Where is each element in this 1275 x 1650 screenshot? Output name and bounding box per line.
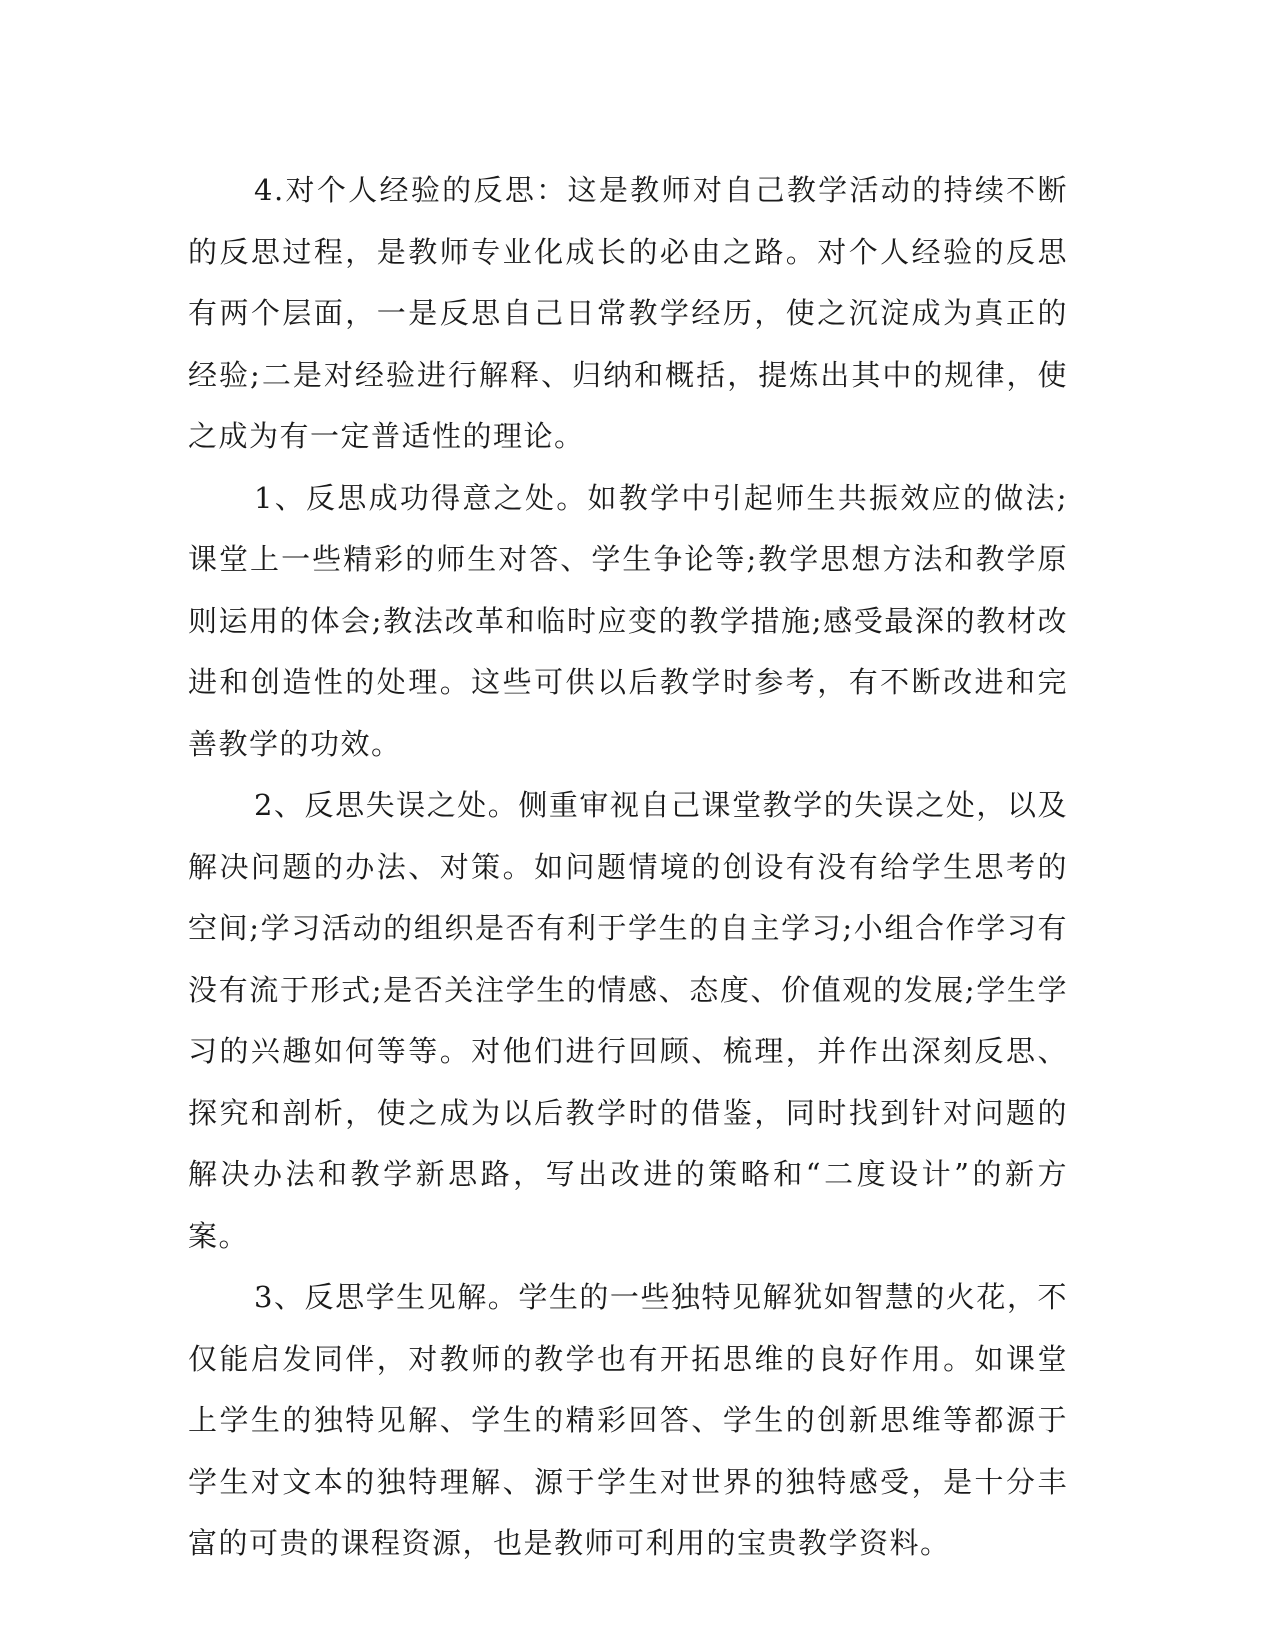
document-body <box>188 160 1068 1575</box>
paragraph-reflect-mistakes: 2、反思失误之处。侧重审视自己课堂教学的失误之处，以及解决问题的办法、对策。如问题情境的创设有没有给学生思考的空间;学习活动的组织是否有利于学生的自主学习;小组合作学习有没有流于形式;是否关注学生的情感、态度、价值观的发展;学生学习的兴趣如何等等。对他们进行回顾、梳理，并作出深刻反思、探究和剖析，使之成为以后教学时的借鉴，同时找到针对问题的解决办法和教学新思路，写出改进的策略和“二度设计”的新方案。 <box>188 788 1068 1253</box>
paragraph-personal-experience-reflection: 4.对个人经验的反思：这是教师对自己教学活动的持续不断的反思过程，是教师专业化成长的必由之路。对个人经验的反思有两个层面，一是反思自己日常教学经历，使之沉淀成为真正的经验;二是对经验进行解释、归纳和概括，提炼出其中的规律，使之成为有一定普适性的理论。 <box>188 173 1068 453</box>
paragraph-reflect-successes: 1、反思成功得意之处。如教学中引起师生共振效应的做法;课堂上一些精彩的师生对答、学生争论等;教学思想方法和教学原则运用的体会;教法改革和临时应变的教学措施;感受最深的教材改进和创造性的处理。这些可供以后教学时参考，有不断改进和完善教学的功效。 <box>188 480 1068 761</box>
paragraph-reflect-student-insights: 3、反思学生见解。学生的一些独特见解犹如智慧的火花，不仅能启发同伴，对教师的教学也有开拓思维的良好作用。如课堂上学生的独特见解、学生的精彩回答、学生的创新思维等都源于学生对文本的独特理解、源于学生对世界的独特感受，是十分丰富的可贵的课程资源，也是教师可利用的宝贵教学资料。 <box>188 1280 1068 1560</box>
